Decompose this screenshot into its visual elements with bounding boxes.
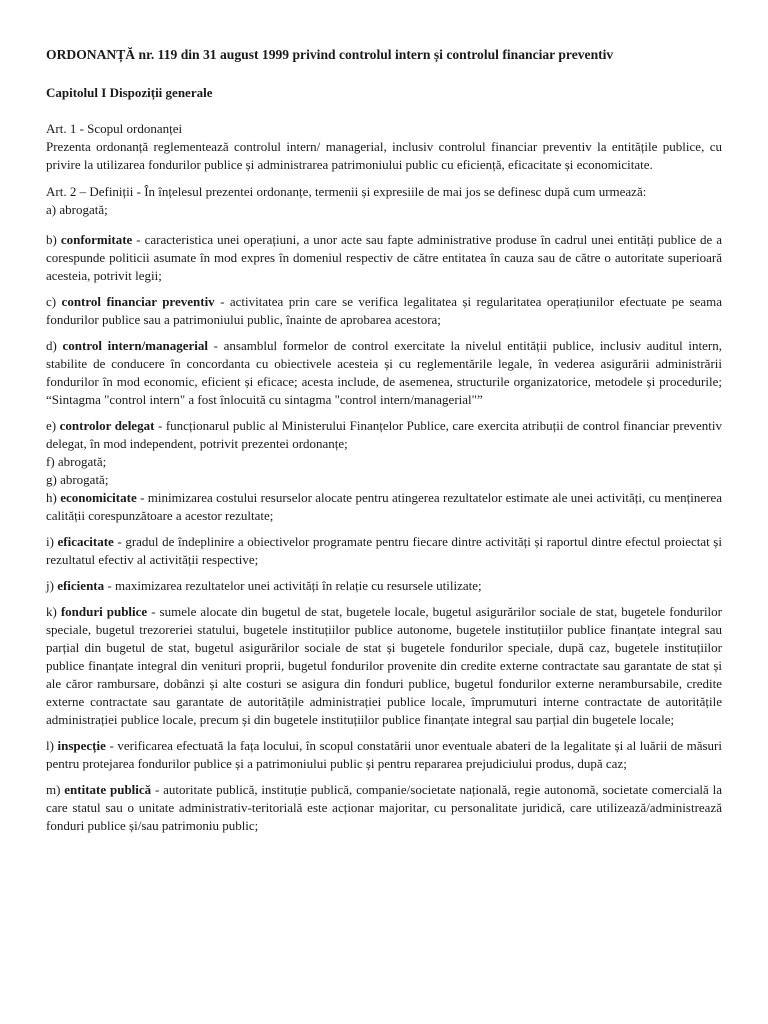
article-1 xyxy=(46,120,722,174)
definition-d: d) control intern/managerial - ansamblul formelor de control exercitate la nivelul entității publice, inclusiv auditul intern, stabilite de conducere în concordanta cu obiectivele acesteia și cu reglementările legale, în vederea asigurării administrării fondurilor în mod economic, eficient și eficace; acesta include, de asemenea, structurile organizatorice, metodele și procedurile; “Sintagma "control intern" a fost înlocuită cu sintagma "control intern/managerial"” xyxy=(46,338,722,407)
definitions-e-to-h xyxy=(46,417,722,525)
definition-e: e) controlor delegat - funcționarul public al Ministerului Finanțelor Publice, care exercita atribuții de control financiar preventiv delegat, în mod independent, potrivit prezentei ordonanțe; xyxy=(46,418,722,451)
definition-f: f) abrogată; xyxy=(46,454,107,469)
article-2-intro xyxy=(46,183,722,219)
term-control-financiar-preventiv: control financiar preventiv xyxy=(61,294,215,309)
term-inspectie: inspecție xyxy=(57,738,106,753)
article-1-text: Prezenta ordonanță reglementează controlul intern/ managerial, inclusiv controlul financiar preventiv la entitățile publice, cu privire la utilizarea fondurilor publice și administrarea patrimoniului public cu eficiență, eficacitate și economicitate. xyxy=(46,139,722,172)
definition-h: h) economicitate - minimizarea costului resurselor alocate pentru atingerea rezultatelor estimate ale unei activități, cu menținerea calității corespunzătoare a acestor rezultate; xyxy=(46,490,722,523)
term-entitate-publica: entitate publică xyxy=(64,782,152,797)
definition-m: m) entitate publică - autoritate publică, instituție publică, companie/societate națională, regie autonomă, societate comercială la care statul sau o unitate administrativ-teritorială este acționar majoritar, cu personalitate juridică, care utilizează/administrează fonduri publice și/sau patrimoniu public; xyxy=(46,782,722,833)
definition-k: k) fonduri publice - sumele alocate din bugetul de stat, bugetele locale, bugetul asigurărilor sociale de stat, bugetele fondurilor speciale, bugetul trezoreriei statului, bugetele instituțiilor publice autonome, bugetele instituțiilor publice finanțate integral sau parțial din bugetul de stat, bugetul asigurărilor sociale de stat și bugetele fondurilor speciale, după caz, bugetele instituțiilor publice finanțate integral din venituri proprii, bugetul fondurilor provenite din credite externe contractate sau garantate de stat și ale căror rambursare, dobânzi și alte costuri se asigura din fonduri publice, bugetul fondurilor externe nerambursabile, credite externe contractate sau garantate de autoritățile administrației publice locale, împrumuturi interne contractate de autoritățile administrației publice locale, precum și din bugetele instituțiilor publice finanțate integral sau parțial din bugetele locale; xyxy=(46,604,722,727)
term-eficienta: eficienta xyxy=(57,578,105,593)
term-economicitate: economicitate xyxy=(60,490,137,505)
article-2-heading: Art. 2 – Definiții - În înțelesul prezentei ordonanțe, termenii și expresiile de mai jos se definesc după cum urmează: xyxy=(46,184,647,199)
document-page xyxy=(46,46,722,843)
definition-l: l) inspecție - verificarea efectuată la fața locului, în scopul constatării unor eventuale abateri de la legalitate și al luării de măsuri pentru protejarea fondurilor publice și a patrimoniului public și pentru repararea prejudiciului produs, după caz; xyxy=(46,738,722,771)
definition-a: a) abrogată; xyxy=(46,202,108,217)
term-controlor-delegat: controlor delegat xyxy=(59,418,155,433)
definition-j: j) eficienta - maximizarea rezultatelor unei activități în relație cu resursele utilizate; xyxy=(46,578,482,593)
article-1-heading: Art. 1 - Scopul ordonanței xyxy=(46,121,183,136)
term-conformitate: conformitate xyxy=(60,232,133,247)
chapter-heading: Capitolul I Dispoziții generale xyxy=(46,85,213,100)
document-title: ORDONANȚĂ nr. 119 din 31 august 1999 privind controlul intern și controlul financiar preventiv xyxy=(46,47,614,62)
term-fonduri-publice: fonduri publice xyxy=(60,604,148,619)
term-control-intern-managerial: control intern/managerial xyxy=(62,338,209,353)
definition-c: c) control financiar preventiv - activitatea prin care se verifica legalitatea și regularitatea operațiunilor efectuate pe seama fondurilor publice sau a patrimoniului public, înainte de aprobarea acestora; xyxy=(46,294,722,327)
term-eficacitate: eficacitate xyxy=(57,534,114,549)
definition-b: b) conformitate - caracteristica unei operațiuni, a unor acte sau fapte administrative produse în cadrul unei entități publice de a corespunde politicii asumate în mod expres în domeniul respectiv de către entitatea în cauza sau de către o autoritate superioară acesteia, potrivit legii; xyxy=(46,232,722,283)
definition-g: g) abrogată; xyxy=(46,472,109,487)
definition-i: i) eficacitate - gradul de îndeplinire a obiectivelor programate pentru fiecare dintre activități și raportul dintre efectul proiectat și rezultatul efectiv al activității respective; xyxy=(46,534,722,567)
